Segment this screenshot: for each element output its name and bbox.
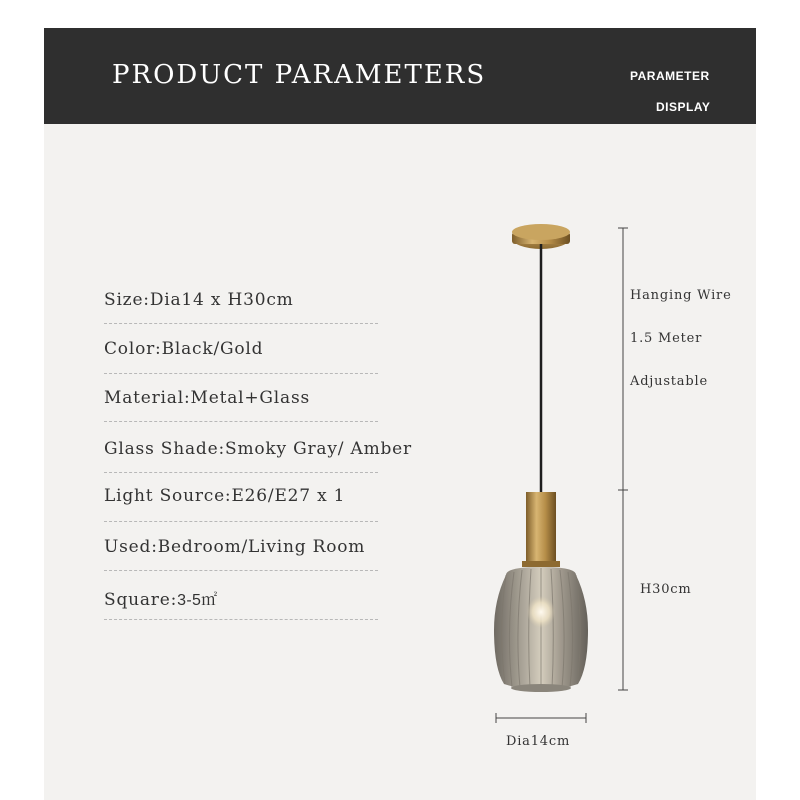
spec-label: Square: bbox=[104, 590, 178, 610]
page-title: PRODUCT PARAMETERS bbox=[112, 60, 487, 90]
spec-label: Material: bbox=[104, 388, 191, 408]
spec-label: Light Source: bbox=[104, 486, 232, 506]
lamp-socket bbox=[522, 492, 560, 567]
spec-value: Metal+Glass bbox=[190, 388, 311, 408]
wire-label-line3: Adjustable bbox=[630, 374, 708, 389]
glass-shade bbox=[494, 567, 588, 692]
spec-value: Black/Gold bbox=[161, 339, 264, 359]
wire-label-line2: 1.5 Meter bbox=[630, 331, 703, 346]
diameter-label: Dia14cm bbox=[506, 734, 571, 749]
bulb-glow bbox=[527, 596, 555, 628]
spec-label: Color: bbox=[104, 339, 162, 359]
spec-label: Size: bbox=[104, 290, 150, 310]
spec-value: Dia14 x H30cm bbox=[149, 290, 294, 310]
spec-value: Bedroom/Living Room bbox=[157, 537, 366, 557]
header-subtitle-line2: DISPLAY bbox=[656, 100, 711, 114]
spec-label: Glass Shade: bbox=[104, 439, 226, 459]
spec-label: Used: bbox=[104, 537, 158, 557]
spec-value: E26/E27 x 1 bbox=[231, 486, 346, 506]
height-label: H30cm bbox=[640, 582, 692, 597]
wire-label-line1: Hanging Wire bbox=[630, 288, 732, 303]
spec-value: 3-5㎡ bbox=[177, 592, 218, 609]
header-subtitle-line1: PARAMETER bbox=[630, 69, 710, 83]
spec-value: Smoky Gray/ Amber bbox=[225, 439, 412, 459]
diameter-dimension-line bbox=[496, 713, 586, 723]
height-dimension-line bbox=[618, 228, 628, 690]
